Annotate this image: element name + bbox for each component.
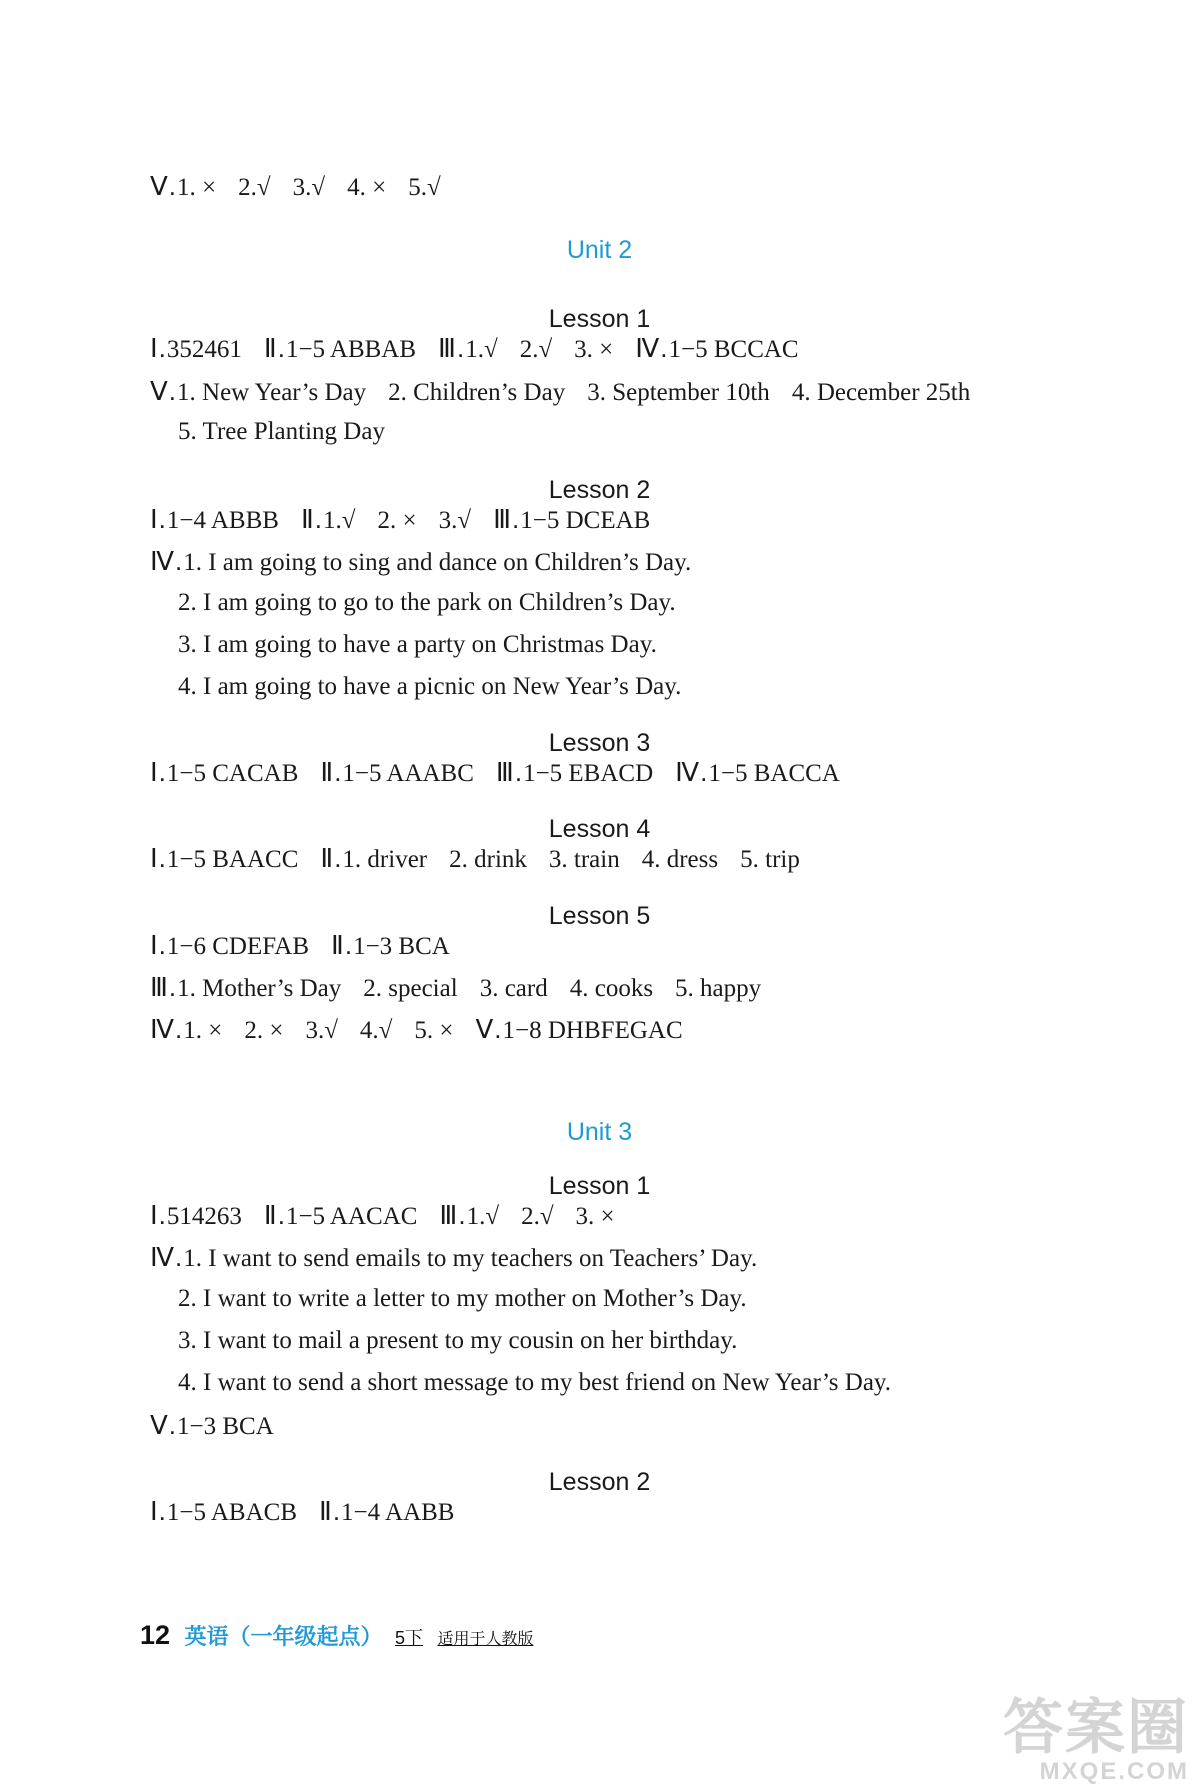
answer-item	[521, 1201, 553, 1233]
section-numeral: Ⅱ.	[320, 843, 343, 873]
section-numeral: Ⅲ.	[439, 1200, 467, 1230]
answer-text: 3. card	[479, 975, 548, 1002]
answer-line	[150, 503, 650, 537]
answer-text: 2. I am going to go to the park on Children’s Day.	[178, 589, 676, 616]
answer-item	[642, 844, 718, 876]
answer-text: 2. drink	[449, 846, 527, 873]
answer-text: 1. driver	[342, 846, 428, 873]
lesson-heading: Lesson 2	[548, 1468, 651, 1496]
answer-text: 1.√	[323, 507, 356, 534]
lesson-heading: Lesson 3	[548, 729, 651, 757]
answer-line	[178, 1367, 891, 1399]
answer-line	[150, 332, 799, 366]
answer-text: 2.√	[519, 336, 553, 363]
watermark-site: MXQE.COM	[1039, 1758, 1189, 1785]
answer-item	[293, 172, 325, 204]
section-numeral: Ⅴ.	[150, 376, 178, 406]
section-numeral: Ⅰ.	[150, 333, 167, 363]
answer-item	[496, 756, 653, 790]
answer-item	[363, 973, 457, 1005]
answer-text: 5. happy	[675, 975, 762, 1002]
answer-item	[244, 1015, 283, 1047]
answer-text: 3. September 10th	[587, 379, 770, 406]
page-number: 12	[140, 1620, 171, 1650]
answer-text: 2. I want to write a letter to my mother on Mother’s Day.	[178, 1285, 747, 1312]
answer-text: 5. trip	[740, 846, 800, 873]
answer-text: 1−3 BCA	[353, 933, 450, 960]
edition-label: 适用于人教版	[437, 1631, 534, 1648]
answer-item	[178, 629, 657, 661]
answer-item	[320, 842, 427, 876]
section-numeral: Ⅳ.	[150, 546, 184, 576]
answer-line	[150, 170, 441, 204]
answer-line	[178, 416, 385, 448]
answer-text: 1−4 AABB	[341, 1499, 455, 1526]
section-numeral: Ⅱ.	[319, 1496, 342, 1526]
section-numeral: Ⅴ.	[150, 1410, 178, 1440]
answer-text: 1−5 AAABC	[342, 760, 474, 787]
answer-text: 3.√	[305, 1017, 338, 1044]
answer-text: 3.√	[292, 174, 326, 201]
answer-item	[178, 1367, 891, 1399]
watermark-logo	[1003, 1694, 1189, 1786]
answer-item	[587, 377, 770, 409]
answer-line	[178, 587, 676, 619]
answer-line	[178, 629, 657, 661]
answer-item	[305, 1015, 337, 1047]
answer-text: 1−5 EBACD	[523, 760, 654, 787]
answer-text: 3. I want to mail a present to my cousin on her birthday.	[178, 1327, 738, 1354]
unit-heading: Unit 2	[566, 236, 633, 264]
answer-line	[150, 375, 970, 409]
answer-text: 4. cooks	[569, 975, 654, 1002]
answer-item	[150, 1199, 242, 1233]
answer-item	[331, 929, 450, 963]
answer-item	[675, 756, 840, 790]
lesson-heading: Lesson 2	[548, 476, 651, 504]
answer-item	[150, 1241, 757, 1275]
answer-item	[360, 1015, 392, 1047]
answer-item	[319, 1495, 454, 1529]
answer-item	[320, 756, 474, 790]
answer-item	[675, 973, 761, 1005]
subject-title: 英语（一年级起点）	[184, 1624, 383, 1649]
answer-item	[520, 334, 552, 366]
answer-text: 3. ×	[575, 1203, 615, 1230]
answer-item	[178, 1325, 737, 1357]
answer-line	[150, 842, 800, 876]
section-numeral: Ⅰ.	[150, 1496, 167, 1526]
answer-item	[150, 1409, 274, 1443]
answer-text: 3. train	[548, 846, 620, 873]
section-numeral: Ⅲ.	[438, 333, 466, 363]
answer-item	[439, 505, 471, 537]
answer-text: 1. New Year’s Day	[177, 379, 367, 406]
section-numeral: Ⅰ.	[150, 843, 167, 873]
answer-item	[150, 842, 298, 876]
answer-text: 4. dress	[641, 846, 719, 873]
answer-item	[301, 503, 356, 537]
answer-text: 4. I am going to have a picnic on New Year’s Day.	[178, 673, 682, 700]
section-numeral: Ⅴ.	[475, 1014, 503, 1044]
section-numeral: Ⅰ.	[150, 504, 167, 534]
answer-line	[178, 1325, 737, 1357]
answer-text: 1−5 ABACB	[166, 1499, 298, 1526]
answer-text: 5.√	[408, 174, 441, 201]
answer-text: 2. ×	[377, 507, 417, 534]
answer-item	[178, 587, 676, 619]
section-numeral: Ⅱ.	[320, 757, 343, 787]
answer-text: 1−3 BCA	[177, 1413, 274, 1440]
answer-item	[635, 332, 798, 366]
answer-text: 1−8 DHBFEGAC	[502, 1017, 683, 1044]
answer-item	[178, 416, 385, 448]
answer-item	[264, 1199, 418, 1233]
answer-item	[493, 503, 650, 537]
answer-item	[150, 375, 366, 409]
answer-item	[150, 756, 298, 790]
answer-text: 1−5 ABBAB	[285, 336, 417, 363]
answer-item	[178, 671, 681, 703]
answer-item	[264, 332, 416, 366]
answer-text: 1−5 AACAC	[285, 1203, 418, 1230]
answer-line	[150, 545, 691, 579]
answer-item	[449, 844, 527, 876]
section-numeral: Ⅰ.	[150, 1200, 167, 1230]
answer-text: 2.√	[238, 174, 271, 201]
answer-text: 2. special	[363, 975, 458, 1002]
answer-text: 1. ×	[177, 174, 217, 201]
answer-item	[150, 971, 341, 1005]
section-numeral: Ⅲ.	[493, 504, 521, 534]
section-numeral: Ⅱ.	[263, 333, 286, 363]
section-numeral: Ⅴ.	[150, 171, 178, 201]
section-numeral: Ⅳ.	[150, 1014, 184, 1044]
answer-item	[476, 1013, 683, 1047]
answer-item	[792, 377, 970, 409]
answer-line	[150, 929, 450, 963]
answer-text: 4.√	[359, 1017, 393, 1044]
watermark-glyphs: 答案圈	[1003, 1694, 1189, 1761]
answer-text: 1. ×	[183, 1017, 223, 1044]
answer-text: 1. Mother’s Day	[177, 975, 342, 1002]
answer-text: 1−6 CDEFAB	[166, 933, 310, 960]
answer-item	[438, 332, 498, 366]
answer-text: 1. I am going to sing and dance on Children’s Day.	[183, 549, 692, 576]
answer-item	[150, 1495, 297, 1529]
unit-heading: Unit 3	[566, 1118, 633, 1146]
answer-line	[150, 1495, 454, 1529]
answer-item	[576, 1201, 615, 1233]
answer-text: 3.√	[438, 507, 472, 534]
answer-text: 1−4 ABBB	[166, 507, 279, 534]
answer-item	[574, 334, 613, 366]
answer-line	[150, 971, 761, 1005]
section-numeral: Ⅳ.	[635, 333, 669, 363]
answer-item	[388, 377, 565, 409]
answer-item	[150, 170, 216, 204]
answer-text: 1. I want to send emails to my teachers on Teachers’ Day.	[183, 1245, 758, 1272]
grade-label: 5下	[394, 1628, 423, 1648]
answer-text: 1−5 BCCAC	[668, 336, 799, 363]
answer-item	[377, 505, 416, 537]
lesson-heading: Lesson 1	[548, 1172, 651, 1200]
section-numeral: Ⅱ.	[263, 1200, 286, 1230]
answer-text: 514263	[166, 1203, 242, 1230]
answer-text: 5. ×	[414, 1017, 454, 1044]
answer-text: 4. I want to send a short message to my best friend on New Year’s Day.	[178, 1369, 892, 1396]
answer-text: 1−5 BAACC	[166, 846, 299, 873]
answer-text: 3. ×	[574, 336, 614, 363]
section-numeral: Ⅳ.	[150, 1242, 184, 1272]
answer-item	[150, 503, 279, 537]
answer-line	[150, 1013, 683, 1047]
answer-text: 1−5 DCEAB	[520, 507, 651, 534]
answer-item	[347, 172, 386, 204]
answer-text: 352461	[166, 336, 242, 363]
answer-text: 4. ×	[347, 174, 387, 201]
answer-text: 1.√	[465, 336, 498, 363]
answer-text: 1−5 BACCA	[708, 760, 840, 787]
answer-item	[414, 1015, 453, 1047]
answer-text: 4. December 25th	[791, 379, 971, 406]
answer-item	[480, 973, 548, 1005]
answer-item	[549, 844, 620, 876]
section-numeral: Ⅰ.	[150, 757, 167, 787]
answer-line	[178, 671, 681, 703]
answer-text: 1−5 CACAB	[166, 760, 299, 787]
answer-item	[150, 545, 691, 579]
section-numeral: Ⅱ.	[300, 504, 323, 534]
answer-line	[150, 756, 840, 790]
answer-line	[150, 1199, 615, 1233]
lesson-heading: Lesson 1	[548, 305, 651, 333]
answer-item	[740, 844, 800, 876]
section-numeral: Ⅱ.	[331, 930, 354, 960]
answer-line	[178, 1283, 747, 1315]
answer-item	[439, 1199, 499, 1233]
answer-item	[150, 332, 242, 366]
answer-item	[570, 973, 653, 1005]
answer-text: 5. Tree Planting Day	[178, 418, 385, 445]
lesson-heading: Lesson 4	[548, 815, 651, 843]
answer-text: 1.√	[466, 1203, 500, 1230]
answer-line	[150, 1241, 757, 1275]
answer-text: 2.√	[521, 1203, 554, 1230]
answer-line	[150, 1409, 274, 1443]
page-footer	[140, 1620, 533, 1651]
section-numeral: Ⅲ.	[150, 972, 178, 1002]
answer-item	[150, 1013, 222, 1047]
section-numeral: Ⅳ.	[675, 757, 709, 787]
answer-text: 2. Children’s Day	[388, 379, 566, 406]
answer-text: 3. I am going to have a party on Christmas Day.	[178, 631, 657, 658]
lesson-heading: Lesson 5	[548, 902, 651, 930]
answer-item	[238, 172, 270, 204]
answer-item	[150, 929, 309, 963]
answer-item	[178, 1283, 747, 1315]
section-numeral: Ⅲ.	[495, 757, 524, 787]
section-numeral: Ⅰ.	[150, 930, 167, 960]
answer-item	[408, 172, 440, 204]
answer-text: 2. ×	[244, 1017, 284, 1044]
